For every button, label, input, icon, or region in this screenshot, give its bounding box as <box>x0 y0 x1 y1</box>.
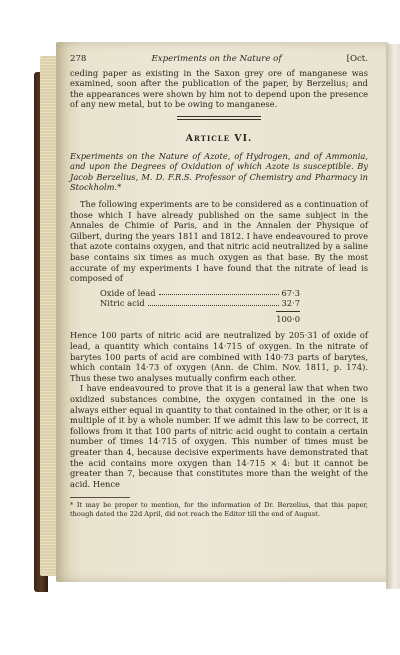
row-label: Nitric acid <box>100 298 145 309</box>
paragraph-3: I have endeavoured to prove that it is a general law that when two oxidized substances combine, the oxygen contained in the one is always either equal in quantity to that contained in the other, or it is a multiple of it by a whole number. If we admit this law to be correct, it follows from it that 100 parts of nitric acid ought to contain a certain number of times 14·715 of oxygen. This number of times must be greater than 4, because decisive experiments have demonstrated that the acid contains more oxygen than 14·715 × 4: but it cannot be greater than 7, because that constitutes more than the weight of the acid. Hence <box>70 383 368 489</box>
footnote-divider <box>70 497 130 498</box>
row-label: Oxide of lead <box>100 287 156 298</box>
intro-paragraph: ceding paper as existing in the Saxon grey ore of manganese was examined, soon after the publication of the paper, by Berzelius; and the appearances were shown by him not to depend upon the presence of any new metal, but to be owing to manganese. <box>70 67 368 110</box>
row-value: 32·7 <box>281 298 300 309</box>
row-value: 67·3 <box>281 287 300 298</box>
footnote: * It may be proper to mention, for the information of Dr. Berzelius, that this paper, though dated the 22d April, did not reach the Editor till the end of August. <box>70 501 368 518</box>
paragraph-1: The following experiments are to be considered as a continuation of those which I have already published on the same subject in the Annales de Chimie of Paris, and in the Annalen der Physique of Gilbert, during the years 1811 and 1812. I have endeavoured to prove that azote contains oxygen, and that nitric acid neutralized by a saline base contains six times as much oxygen as that base. By the most accurate of my experiments I have found that the nitrate of lead is composed of <box>70 198 368 284</box>
article-heading: Article VI. <box>185 132 253 144</box>
header-month: [Oct. <box>346 54 368 64</box>
page-content <box>70 54 368 518</box>
leader-dots <box>159 288 279 296</box>
section-divider <box>177 116 261 120</box>
paragraph-2: Hence 100 parts of nitric acid are neutralized by 205·31 of oxide of lead, a quantity which contains 14·715 of oxygen. In the nitrate of barytes 100 parts of acid are combined with 140·73 parts of barytes, which contain 14·73 of oxygen (Ann. de Chim. Nov. 1811, p. 174). Thus these two analyses mutually confirm each other. <box>70 330 368 383</box>
article-subtitle: Experiments on the Nature of Azote, of Hydrogen, and of Ammonia, and upon the Degrees of Oxidation of which Azote is susceptible. By Jacob Berzelius, M. D. F.R.S. Professor of Chemistry and Pharmacy in Stockholm.* <box>70 150 368 193</box>
table-row <box>100 298 300 309</box>
facing-page-edge <box>386 44 400 589</box>
composition-table <box>100 288 300 309</box>
table-row <box>100 288 300 299</box>
table-total: 100·0 <box>276 311 300 325</box>
table-total-row <box>100 311 300 325</box>
page-number: 278 <box>70 54 87 64</box>
running-title: Experiments on the Nature of <box>151 54 282 64</box>
leader-dots <box>148 298 279 306</box>
running-header <box>70 54 368 65</box>
